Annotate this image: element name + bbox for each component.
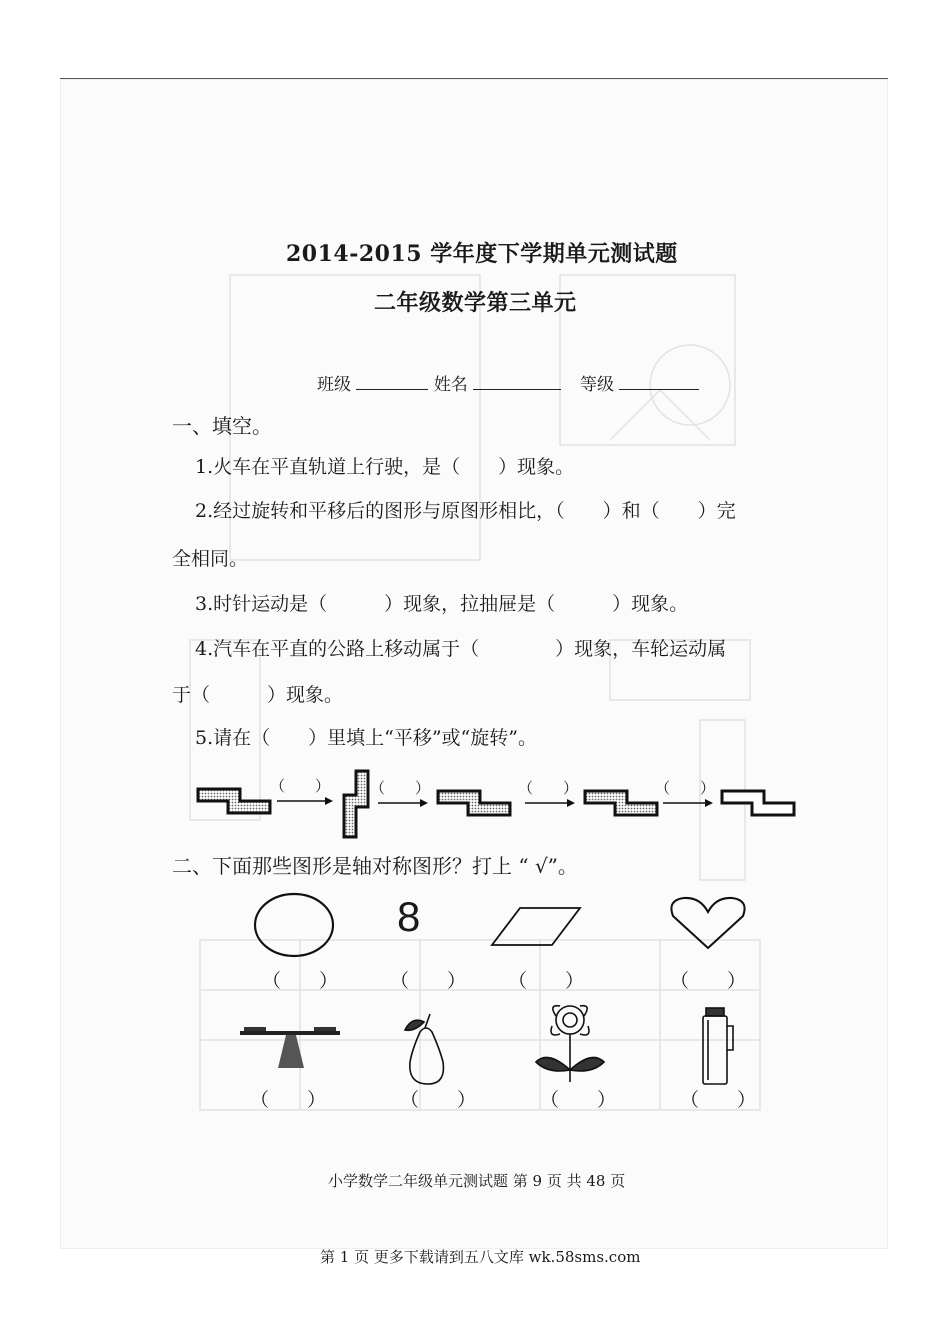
blank-row1-2[interactable]: （ ） (390, 970, 467, 992)
blank-row1-1[interactable]: （ ） (262, 970, 339, 992)
arrow-1 (277, 797, 333, 805)
thermos-figure (703, 1008, 733, 1084)
section1-heading: 一、填空。 (172, 414, 272, 438)
arrow-3 (525, 799, 575, 807)
question-3: 3.时针运动是（ ）现象，拉抽屉是（ ）现象。 (195, 593, 689, 615)
arrow-4 (663, 799, 713, 807)
arrow-blank-1[interactable]: （ ） (270, 777, 331, 795)
parallelogram-figure (492, 908, 580, 945)
shape-sequence (0, 765, 950, 845)
class-label: 班级 (317, 375, 351, 395)
name-field[interactable] (473, 375, 561, 390)
name-label: 姓名 (433, 375, 468, 395)
circle-figure (255, 894, 333, 956)
grade-label: 等级 (580, 375, 615, 395)
section2-heading: 二、下面那些图形是轴对称图形？打上 “ √”。 (172, 854, 578, 878)
blank-row1-4[interactable]: （ ） (670, 970, 747, 992)
z-shape-2 (344, 771, 368, 837)
question-4-line1: 4.汽车在平直的公路上移动属于（ ）现象，车轮运动属 (195, 638, 727, 660)
balance-scale-figure (240, 1027, 340, 1068)
blank-row2-2[interactable]: （ ） (400, 1089, 477, 1111)
page-subtitle: 二年级数学第三单元 (374, 290, 577, 316)
z-shape-4 (585, 791, 657, 815)
flower-figure (536, 1006, 604, 1082)
class-field[interactable] (356, 375, 428, 390)
question-2-line1: 2.经过旋转和平移后的图形与原图形相比，（ ）和（ ）完 (195, 500, 736, 522)
download-footer: 第 1 页 更多下载请到五八文库 wk.58sms.com (320, 1248, 641, 1266)
figures-row-2 (0, 1000, 950, 1090)
digit-eight-figure: 8 (397, 893, 421, 940)
arrow-blank-3[interactable]: （ ） (518, 779, 579, 797)
z-shape-1 (198, 789, 270, 813)
question-2-line2: 全相同。 (172, 548, 249, 570)
student-info-row (317, 370, 699, 395)
question-1: 1.火车在平直轨道上行驶，是（ ）现象。 (195, 456, 575, 478)
blank-row2-1[interactable]: （ ） (250, 1089, 327, 1111)
z-shape-3 (438, 791, 510, 815)
page-title: 2014-2015 学年度下学期单元测试题 (286, 241, 678, 267)
z-shape-5 (722, 791, 794, 815)
arrow-blank-2[interactable]: （ ） (370, 779, 431, 797)
figures-row-1 (0, 890, 950, 970)
arrow-blank-4[interactable]: （ ） (655, 779, 716, 797)
arrow-2 (378, 799, 428, 807)
pear-figure (405, 1014, 443, 1084)
blank-row2-3[interactable]: （ ） (540, 1089, 617, 1111)
question-5: 5.请在（ ）里填上“平移”或“旋转”。 (195, 727, 537, 749)
heart-figure (671, 898, 744, 948)
question-4-line2: 于（ ）现象。 (172, 684, 344, 706)
blank-row1-3[interactable]: （ ） (508, 970, 585, 992)
grade-field[interactable] (619, 375, 699, 390)
page-footer: 小学数学二年级单元测试题 第 9 页 共 48 页 (328, 1172, 626, 1190)
blank-row2-4[interactable]: （ ） (680, 1089, 757, 1111)
